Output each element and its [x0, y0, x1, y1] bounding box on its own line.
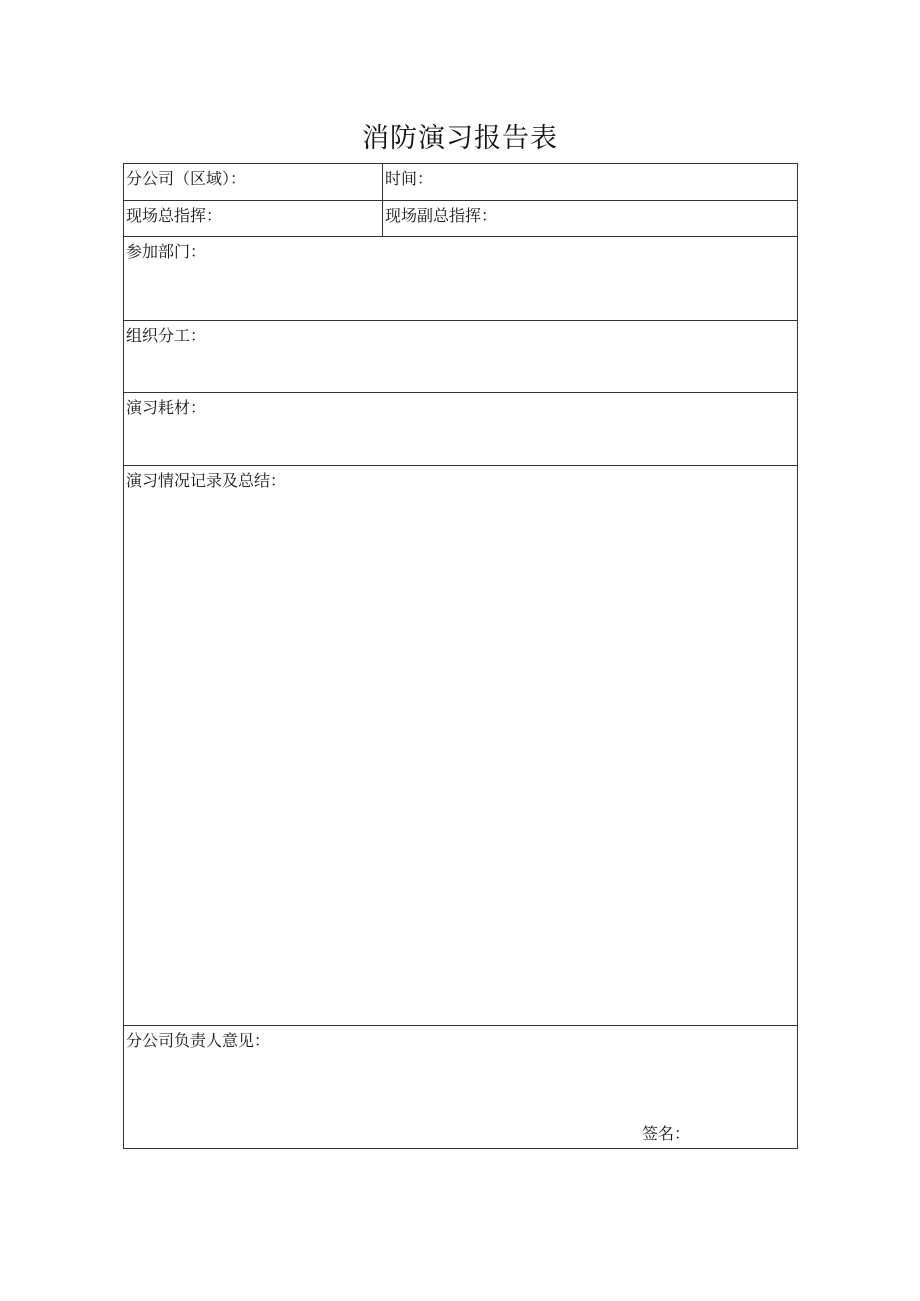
deputy-commander-label: 现场副总指挥：: [385, 206, 498, 225]
commander-field[interactable]: [124, 201, 383, 236]
manager-opinion-label: 分公司负责人意见：: [126, 1031, 271, 1050]
form-row-departments: [124, 237, 797, 321]
division-label: 组织分工：: [126, 326, 207, 345]
materials-label: 演习耗材：: [126, 398, 207, 417]
manager-opinion-field[interactable]: [124, 1026, 797, 1148]
deputy-commander-field[interactable]: [383, 201, 799, 236]
form-row-branch-time: [124, 164, 797, 201]
branch-field[interactable]: [124, 164, 383, 200]
page-title: 消防演习报告表: [362, 123, 558, 154]
departments-label: 参加部门：: [126, 242, 207, 261]
summary-field[interactable]: [124, 466, 797, 1025]
drill-report-form: [123, 163, 798, 1149]
summary-label: 演习情况记录及总结：: [126, 471, 287, 490]
form-row-materials: [124, 393, 797, 466]
materials-field[interactable]: [124, 393, 797, 465]
division-field[interactable]: [124, 321, 797, 392]
time-label: 时间：: [385, 169, 434, 188]
signature-label: 签名：: [642, 1124, 691, 1143]
form-row-summary: [124, 466, 797, 1026]
form-row-manager-opinion: [124, 1026, 797, 1148]
commander-label: 现场总指挥：: [126, 206, 223, 225]
time-field[interactable]: [383, 164, 799, 200]
form-row-division: [124, 321, 797, 393]
form-row-commanders: [124, 201, 797, 237]
branch-label: 分公司（区域）：: [126, 169, 247, 188]
departments-field[interactable]: [124, 237, 797, 320]
